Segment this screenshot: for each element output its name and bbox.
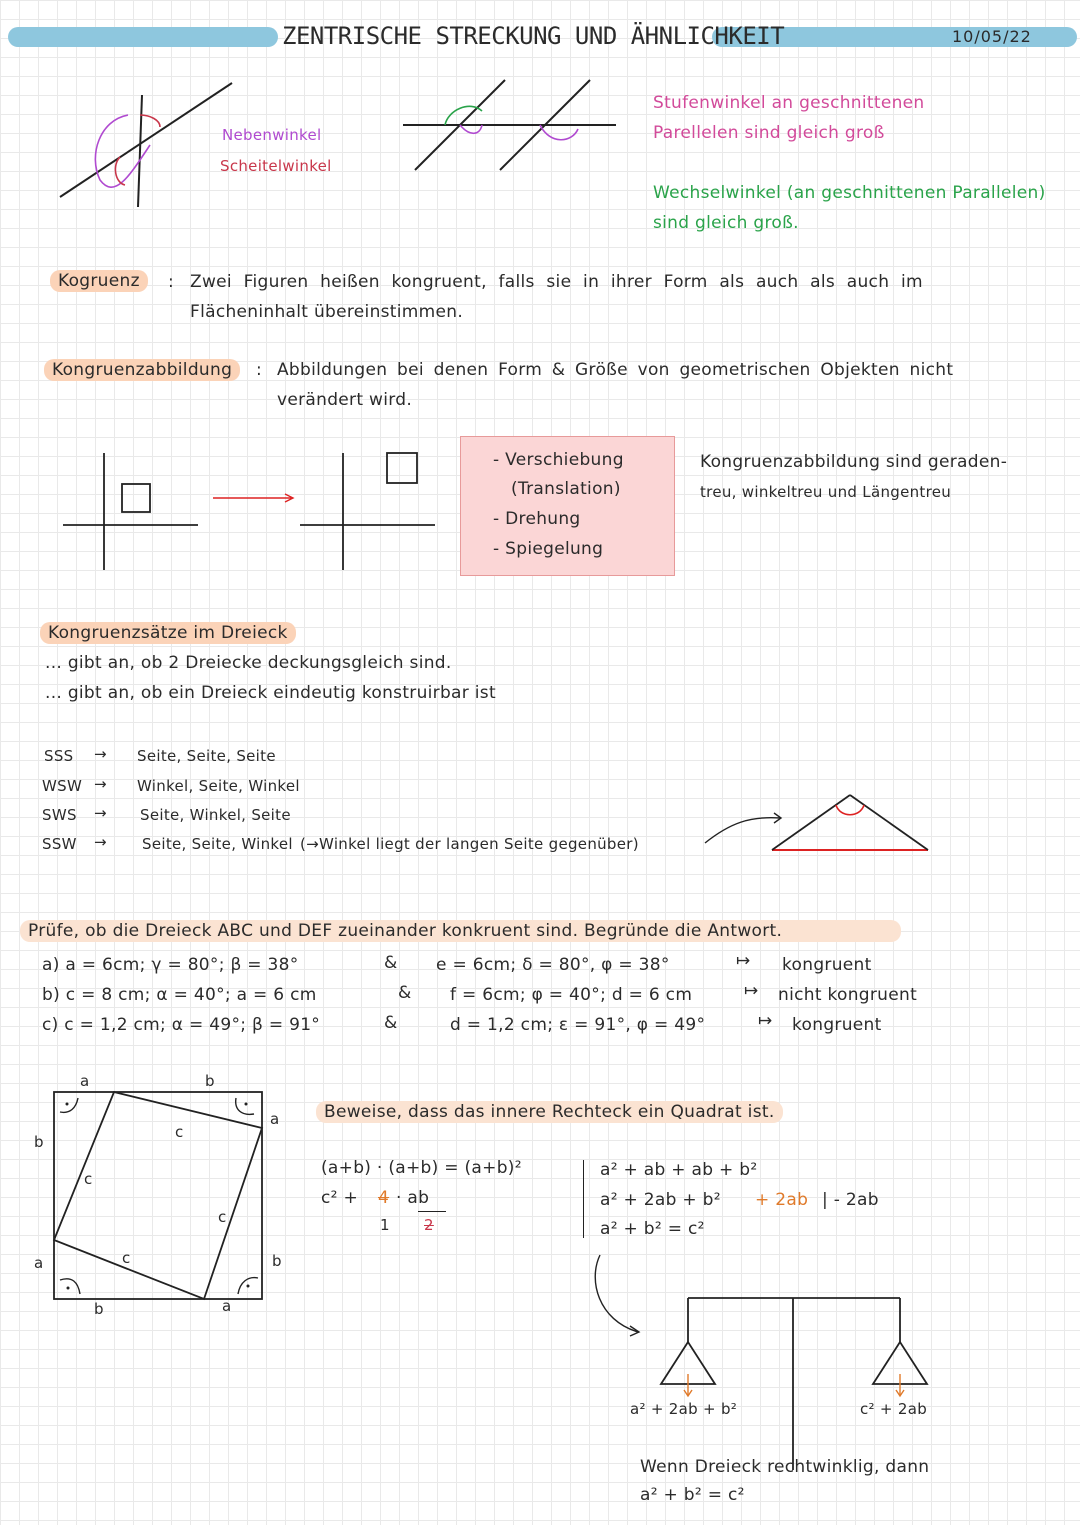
satz-ssw-note: (→Winkel liegt der langen Seite gegenüber) <box>300 835 639 853</box>
label-scheitelwinkel: Scheitelwinkel <box>220 157 332 175</box>
satz-wsw-abbr: WSW <box>42 777 83 795</box>
satz-sws-arrow: → <box>94 804 107 822</box>
proof-rhs-2c: | - 2ab <box>822 1190 879 1210</box>
exercise-b-amp: & <box>398 983 412 1003</box>
scale-left-label: a² + 2ab + b² <box>630 1400 738 1418</box>
sq-label-top-a: a <box>80 1072 90 1090</box>
sq-label-right-b: b <box>272 1252 282 1270</box>
kongruenzabbildung-note-2: treu, winkeltreu und Längentreu <box>700 483 952 501</box>
scale-right-label: c² + 2ab <box>860 1400 928 1418</box>
page-title: ZENTRISCHE STRECKUNG UND ÄHNLICHKEIT <box>282 22 785 50</box>
satz-sws-text: Seite, Winkel, Seite <box>140 806 291 824</box>
proof-eq-2-den: 1 <box>380 1216 390 1234</box>
proof-eq-2b: · ab <box>396 1188 430 1208</box>
sq-label-top-b: b <box>205 1072 215 1090</box>
satz-sss-text: Seite, Seite, Seite <box>137 747 276 765</box>
kongruenzabbildung-def-1: Abbildungen bei denen Form & Größe von geometrischen Objekten nicht <box>277 360 954 380</box>
exercise-task: Prüfe, ob die Dreieck ABC und DEF zueinander konkruent sind. Begründe die Antwort. <box>20 920 901 942</box>
ssw-triangle-diagram <box>700 788 1080 858</box>
proof-eq-1: (a+b) · (a+b) = (a+b)² <box>321 1158 522 1178</box>
text-stufenwinkel-1: Stufenwinkel an geschnittenen <box>653 93 925 113</box>
sq-label-c2: c <box>84 1170 93 1188</box>
exercise-c-result: kongruent <box>792 1015 882 1035</box>
kongruenzabbildung-note-1: Kongruenzabbildung sind geraden- <box>700 452 1008 472</box>
satz-sss-abbr: SSS <box>44 747 74 765</box>
satz-ssw-abbr: SSW <box>42 835 77 853</box>
proof-eq-2a: c² + <box>321 1188 359 1208</box>
proof-frac-line <box>418 1211 446 1212</box>
sq-label-bottom-a: a <box>222 1297 232 1315</box>
mapping-item-3: - Drehung <box>493 509 581 529</box>
exercise-a-arrow: ↦ <box>736 951 751 971</box>
proof-rhs-2a: a² + 2ab + b² <box>600 1190 721 1210</box>
page-date: 10/05/22 <box>952 27 1032 46</box>
sq-label-bottom-b: b <box>94 1300 104 1318</box>
conclusion-line-1: Wenn Dreieck rechtwinklig, dann <box>640 1457 930 1477</box>
parallel-lines-diagram <box>400 75 630 175</box>
square-proof-diagram <box>52 1090 267 1305</box>
proof-rhs-2b: + 2ab <box>755 1190 809 1210</box>
exercise-a-amp: & <box>384 953 398 973</box>
sq-label-left-a: a <box>34 1254 44 1272</box>
conclusion-line-2: a² + b² = c² <box>640 1485 745 1505</box>
mapping-item-4: - Spiegelung <box>493 539 604 559</box>
exercise-b-left: b) c = 8 cm; α = 40°; a = 6 cm <box>42 985 317 1005</box>
satz-wsw-arrow: → <box>94 775 107 793</box>
satz-sss-arrow: → <box>94 745 107 763</box>
translation-diagram <box>60 448 450 578</box>
exercise-c-left: c) c = 1,2 cm; α = 49°; β = 91° <box>42 1015 321 1035</box>
proof-rhs-3: a² + b² = c² <box>600 1219 705 1239</box>
heading-kongruenzsaetze: Kongruenzsätze im Dreieck <box>40 622 296 644</box>
proof-eq-2-den2: 2 <box>424 1216 434 1234</box>
satz-wsw-text: Winkel, Seite, Winkel <box>137 777 300 795</box>
proof-task: Beweise, dass das innere Rechteck ein Quadrat ist. <box>316 1101 783 1123</box>
text-stufenwinkel-2: Parellelen sind gleich groß <box>653 123 885 143</box>
kongruenzabbildung-def-2: verändert wird. <box>277 390 413 410</box>
satz-sws-abbr: SWS <box>42 806 77 824</box>
exercise-c-arrow: ↦ <box>758 1011 773 1031</box>
sq-label-c3: c <box>218 1208 227 1226</box>
exercise-c-amp: & <box>384 1013 398 1033</box>
proof-divider <box>583 1160 584 1238</box>
mapping-item-1: - Verschiebung <box>493 450 624 470</box>
sq-label-right-a: a <box>270 1110 280 1128</box>
saetze-line-1: ... gibt an, ob 2 Dreiecke deckungsgleich sind. <box>45 653 452 673</box>
kongruenz-def-1: Zwei Figuren heißen kongruent, falls sie in ihrer Form als auch als auch im <box>190 272 923 292</box>
sq-label-c1: c <box>175 1123 184 1141</box>
text-wechselwinkel-1: Wechselwinkel (an geschnittenen Parallelen) <box>653 183 1046 203</box>
exercise-c-right: d = 1,2 cm; ε = 91°, φ = 49° <box>450 1015 706 1035</box>
balance-scale-diagram <box>588 1250 1028 1370</box>
satz-ssw-text: Seite, Seite, Winkel <box>142 835 293 853</box>
text-wechselwinkel-2: sind gleich groß. <box>653 213 799 233</box>
exercise-a-right: e = 6cm; δ = 80°, φ = 38° <box>436 955 670 975</box>
saetze-line-2: ... gibt an, ob ein Dreieck eindeutig konstruirbar ist <box>45 683 496 703</box>
kongruenzabbildung-colon: : <box>256 360 263 380</box>
term-kongruenz: Kogruenz <box>50 270 148 292</box>
proof-rhs-1: a² + ab + ab + b² <box>600 1160 758 1180</box>
label-nebenwinkel: Nebenwinkel <box>222 126 322 144</box>
exercise-a-left: a) a = 6cm; γ = 80°; β = 38° <box>42 955 299 975</box>
title-bar-left <box>8 27 278 47</box>
sq-label-c4: c <box>122 1249 131 1267</box>
exercise-b-right: f = 6cm; φ = 40°; d = 6 cm <box>450 985 693 1005</box>
satz-ssw-arrow: → <box>94 833 107 851</box>
exercise-b-result: nicht kongruent <box>778 985 918 1005</box>
sq-label-left-b: b <box>34 1133 44 1151</box>
term-kongruenzabbildung: Kongruenzabbildung <box>44 359 240 381</box>
kongruenz-colon: : <box>168 272 175 292</box>
angle-diagram-1 <box>50 75 250 205</box>
exercise-b-arrow: ↦ <box>744 981 759 1001</box>
proof-eq-2-num: 4 <box>378 1188 390 1208</box>
exercise-a-result: kongruent <box>782 955 872 975</box>
mapping-item-2: (Translation) <box>511 479 621 499</box>
kongruenz-def-2: Flächeninhalt übereinstimmen. <box>190 302 464 322</box>
